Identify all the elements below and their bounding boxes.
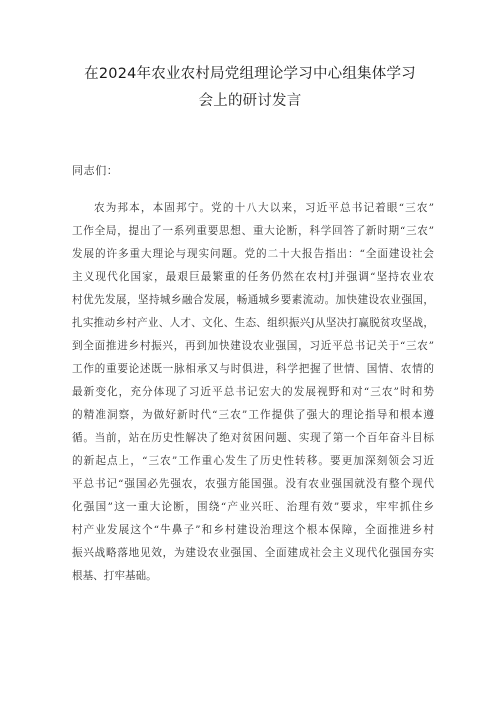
paragraph-line: 农为邦本，本固邦宁。党的十八大以来，习近平总书记着眼“三农” xyxy=(94,202,434,214)
paragraph-line: 根基、打牢基础。 xyxy=(72,570,157,582)
document-title-line-1: 在2024年农业农村局党组理论学习中心组集体学习 xyxy=(84,66,416,82)
paragraph-line: 循。当前，站在历史性解决了绝对贫困问题、实现了第一个百年奋斗目标 xyxy=(72,432,434,444)
paragraph-line: 工作的重要论述既一脉相承又与时俱进，科学把握了世情、国情、农情的 xyxy=(72,363,434,375)
paragraph-line: 扎实推动乡村产业、人才、文化、生态、组织振兴J从坚决打赢脱贫攻坚战， xyxy=(72,317,434,329)
paragraph-line: 振兴战略落地见效，为建设农业强国、全面建成社会主义现代化强国夯实 xyxy=(72,547,434,559)
paragraph-line: 化强国”这一重大论断，围绕“产业兴旺、治理有效”要求，牢牢抓住乡 xyxy=(72,501,434,513)
paragraph-line: 到全面推进乡村振兴，再到加快建设农业强国，习近平总书记关于“三农” xyxy=(72,340,434,352)
paragraph-line: 最新变化，充分体现了习近平总书记宏大的发展视野和对“三农”时和势 xyxy=(72,386,434,398)
paragraph-line: 村优先发展，坚持城乡融合发展，畅通城乡要素流动。加快建设农业强国， xyxy=(72,294,434,306)
paragraph-line: 平总书记“强国必先强农，农强方能国强。没有农业强国就没有整个现代 xyxy=(72,478,434,490)
document-title-line-2: 会上的研讨发言 xyxy=(198,93,302,109)
salutation: 同志们： xyxy=(72,164,119,177)
paragraph-line: 主义现代化国家，最艰巨最繁重的任务仍然在农村J并强调“坚持农业农 xyxy=(72,271,434,283)
paragraph-line: 的新起点上，“三农”工作重心发生了历史性转移。要更加深刻领会习近 xyxy=(72,455,434,467)
paragraph-line: 的精准洞察，为做好新时代“三农”工作提供了强大的理论指导和根本遵 xyxy=(72,409,434,421)
paragraph-line: 发展的许多重大理论与现实问题。党的二十大报告指出：“全面建设社会 xyxy=(72,248,434,260)
paragraph-line: 村产业发展这个“牛鼻子”和乡村建设治理这个根本保障，全面推进乡村 xyxy=(72,524,434,536)
paragraph-line: 工作全局，提出了一系列重要思想、重大论断，科学回答了新时期“三农” xyxy=(72,225,434,237)
